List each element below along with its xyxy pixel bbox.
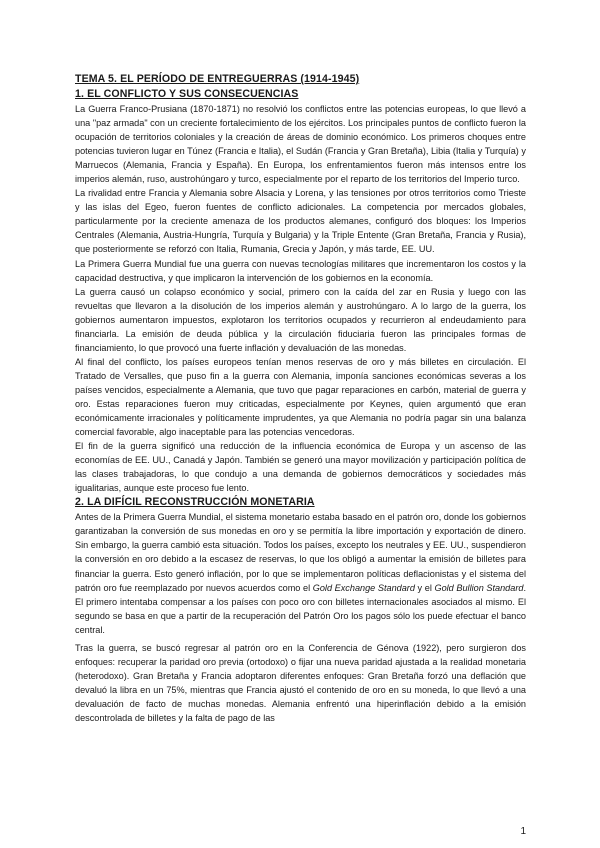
paragraph: La Guerra Franco-Prusiana (1870-1871) no resolvió los conflictos entre las potencias europeas, lo que llevó a una "paz armada" con un creciente fortalecimiento de los ejércitos. Los principales puntos de conflicto fueron la ocupación de territorios coloniales y la creación de áreas de dominio económico. Los primeros choques entre potencias tuvieron lugar en Túnez (Francia e Italia), el Sudán (Francia y Gran Bretaña), Libia (Italia y Turquía) y Marruecos (Alemania, Francia y España). En Europa, los enfrentamientos fueron más intensos entre los imperios alemán, ruso, austrohúngaro y turco, especialmente por el reparto de los territorios del Imperio turco. xyxy=(75,104,526,185)
paragraph: La guerra causó un colapso económico y social, primero con la caída del zar en Rusia y luego con las revueltas que llevaron a la disolución de los imperios alemán y austrohúngaro. A lo largo de la guerra, los gobiernos aumentaron impuestos, explotaron los territorios ocupados y recurrieron al endeudamiento para financiarla. La emisión de deuda pública y la circulación fiduciaria fueron las principales formas de financiamiento, lo que provocó una fuerte inflación y devaluación de las monedas. xyxy=(75,286,526,353)
paragraph-text: . El primero intentaba compensar a los países con poco oro con billetes internacionales asociados al mismo. El segundo se basa en que a partir de la recuperación del Patrón Oro los pagos sólo los puede efectuar el banco central. xyxy=(75,582,526,635)
paragraph: Tras la guerra, se buscó regresar al patrón oro en la Conferencia de Génova (1922), pero surgieron dos enfoques: recuperar la paridad oro previa (ortodoxo) o fijar una nueva paridad ajustada a la realidad monetaria (heterodoxo). Gran Bretaña y Francia adoptaron diferentes enfoques: Gran Bretaña forzó una deflación que devaluó la libra en un 75%, mientras que Francia ajustó el contenido de oro en su moneda, lo que llevó a una devaluación de facto de muchas monedas. Alemania enfrentó una hiperinflación debido a la emisión descontrolada de billetes y la falta de pago de las xyxy=(75,642,526,723)
section-heading-1: 1. EL CONFLICTO Y SUS CONSECUENCIAS xyxy=(75,88,299,100)
italic-term: Gold Exchange Standard xyxy=(312,582,415,593)
paragraph: Al final del conflicto, los países europeos tenían menos reservas de oro y más billetes en circulación. El Tratado de Versalles, que puso fin a la guerra con Alemania, imponía sanciones económicas severas a los países vencidos, especialmente a Alemania, que tuvo que pagar reparaciones en carbón, material de guerra y oro. Estas reparaciones fueron muy criticadas, especialmente por Keynes, quien argumentó que eran económicamente irracionales y políticamente imprudentes, ya que Alemania no podría pagar sin una balanza comercial favorable, algo inaceptable para las potencias vencedoras. xyxy=(75,356,526,438)
page-number: 1 xyxy=(520,826,526,837)
document-title: TEMA 5. EL PERÍODO DE ENTREGUERRAS (1914-1945) xyxy=(75,73,360,85)
italic-term: Gold Bullion Standard xyxy=(434,582,524,593)
paragraph-text: y el xyxy=(414,582,435,593)
section-heading-2: 2. LA DIFÍCIL RECONSTRUCCIÓN MONETARIA xyxy=(75,496,315,509)
paragraph: La Primera Guerra Mundial fue una guerra con nuevas tecnologías militares que incrementaron los costos y la capacidad destructiva, y que implicaron la intervención de los gobiernos en la economía. xyxy=(75,258,526,283)
paragraph: El fin de la guerra significó una reducción de la influencia económica de Europa y un ascenso de las economías de EE. UU., Canadá y Japón. También se generó una mayor movilización y participación política de las clases trabajadoras, lo que condujo a una demanda de gobiernos democráticos y sociedades más igualitarias, aunque este proceso fue lento. xyxy=(75,441,526,494)
paragraph-text: Antes de la Primera Guerra Mundial, el sistema monetario estaba basado en el patrón oro, donde los gobiernos garantizaban la conversión de sus monedas en oro y se permitía la libre importación y exportación de dinero. Sin embargo, la guerra cambió esta situación. Todos los países, excepto los neutrales y EE. UU., suspendieron la conversión en oro debido a la escasez de reservas, lo que los obligó a aumentar la emisión de billetes para financiar la guerra. Esto generó inflación, por lo que se implementaron políticas deflacionistas y el sistema del patrón oro fue reemplazado por nuevos acuerdos como el xyxy=(75,512,526,593)
paragraph: La rivalidad entre Francia y Alemania sobre Alsacia y Lorena, y las tensiones por otros territorios como Trieste y las islas del Egeo, fueron fuentes de conflicto adicionales. La competencia por mercados globales, particularmente por la creciente amenaza de los productos alemanes, configuró dos bloques: los Imperios Centrales (Alemania, Austria-Hungría, Turquía y Bulgaria) y la Triple Entente (Gran Bretaña, Francia y Rusia), que posteriormente se reforzó con Italia, Rumania, Grecia y Japón, y más tarde, EE. UU. xyxy=(75,188,526,255)
paragraph xyxy=(75,510,526,636)
